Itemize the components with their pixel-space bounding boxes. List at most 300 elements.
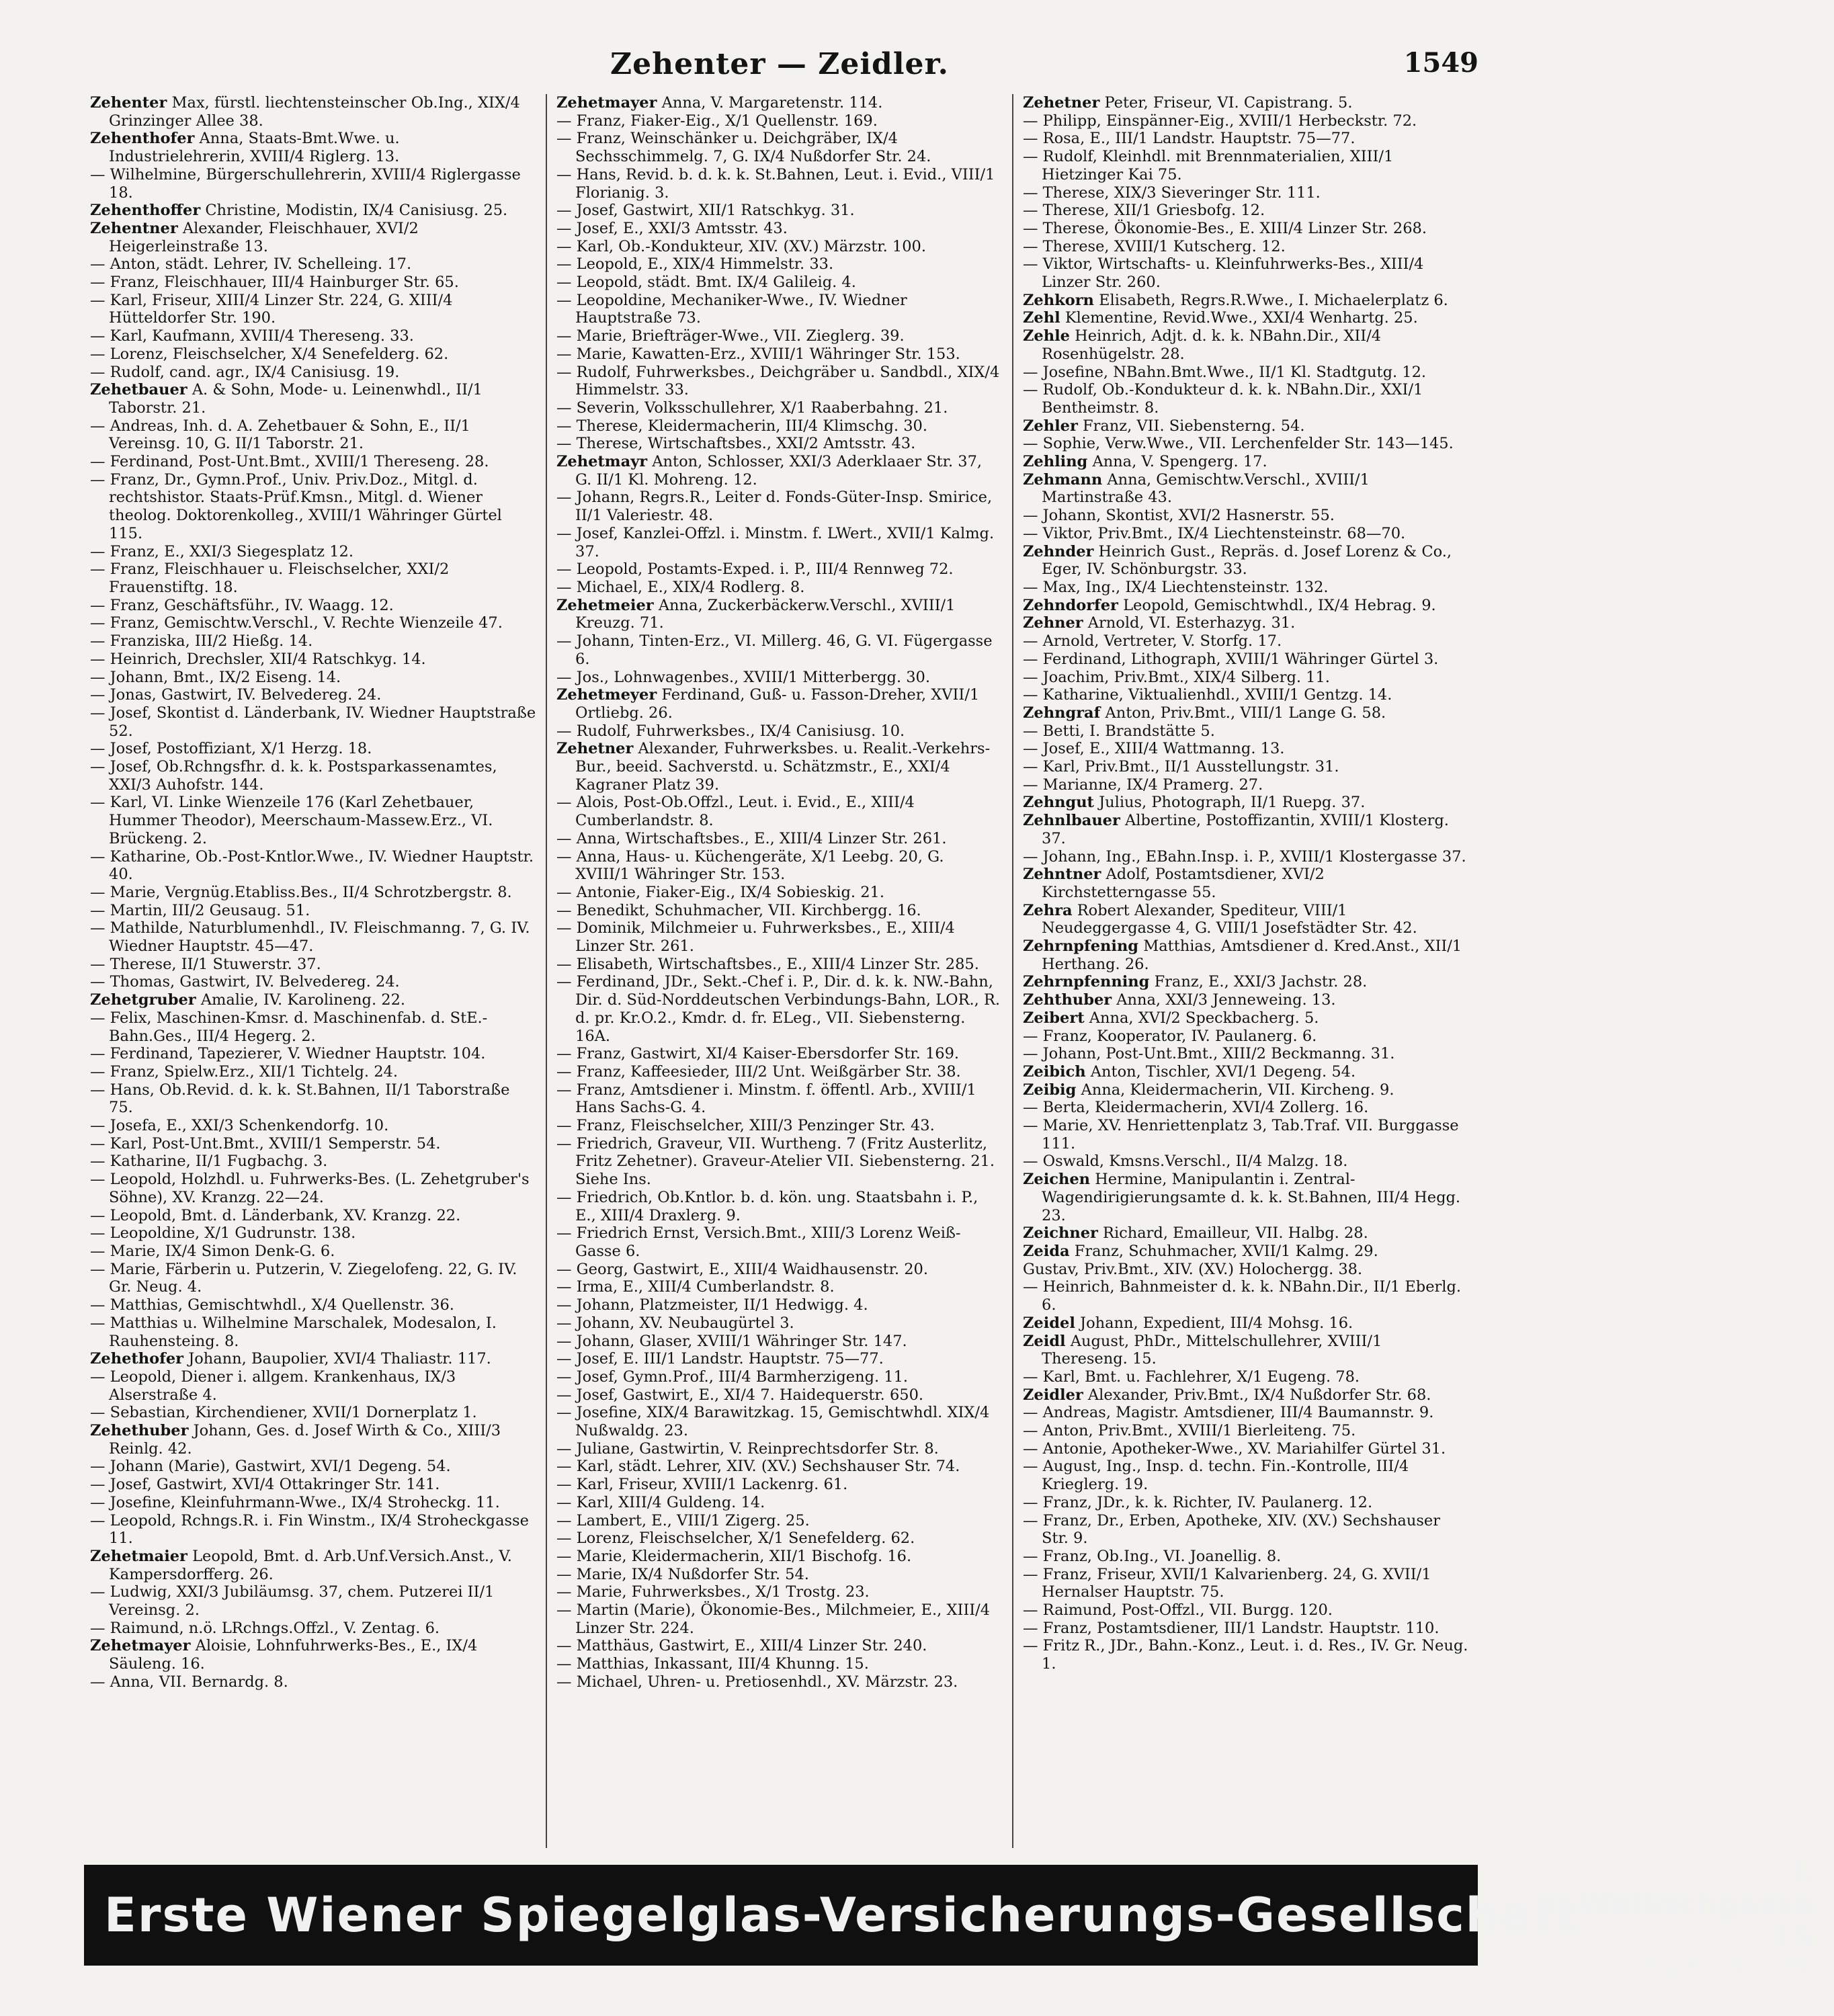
directory-entry	[90, 1637, 536, 1673]
entry-text: — Antonie, Fiaker-Eig., IX/4 Sobieskig. 21.	[556, 883, 884, 901]
directory-entry	[90, 973, 536, 991]
entry-text: — Josef, Gastwirt, E., XI/4 7. Haidequerstr. 650.	[556, 1386, 924, 1404]
directory-entry	[1023, 1171, 1469, 1224]
entry-text: — Josefine, NBahn.Bmt.Wwe., II/1 Kl. Stadtgutg. 12.	[1023, 363, 1427, 381]
entry-text: Anna, Gemischtw.Verschl., XVIII/1 Martinstraße 43.	[1042, 470, 1370, 507]
entry-text: — Johann, Ing., EBahn.Insp. i. P., XVIII/1 Klostergasse 37.	[1023, 847, 1466, 866]
entry-text: — Matthäus, Gastwirt, E., XIII/4 Linzer Str. 240.	[556, 1637, 927, 1655]
directory-entry	[1023, 1314, 1469, 1333]
entry-text: — Georg, Gastwirt, E., XIII/4 Waidhausenstr. 20.	[556, 1260, 928, 1278]
entry-text: — Max, Ing., IX/4 Liechtensteinstr. 132.	[1023, 578, 1329, 596]
directory-entry	[556, 327, 1003, 345]
entry-surname: Zehra	[1023, 901, 1073, 919]
entry-text: Anna, V. Margaretenstr. 114.	[661, 94, 883, 112]
entry-text: Aloisie, Lohnfuhrwerks-Bes., E., IX/4 Säuleng. 16.	[109, 1637, 478, 1673]
entry-text: — Oswald, Kmsns.Verschl., II/4 Malzg. 18.	[1023, 1152, 1348, 1171]
directory-entry	[90, 1207, 536, 1225]
directory-entry	[1023, 812, 1469, 847]
directory-entry	[90, 1045, 536, 1063]
directory-entry	[90, 1583, 536, 1619]
entry-surname: Zehner	[1023, 614, 1083, 632]
directory-entry	[556, 1529, 1003, 1548]
directory-entry	[556, 166, 1003, 202]
directory-entry	[90, 1350, 536, 1368]
directory-entry	[556, 1368, 1003, 1386]
entry-surname: Zeibich	[1023, 1062, 1086, 1081]
entry-surname: Zehngut	[1023, 794, 1094, 812]
directory-entry	[90, 1224, 536, 1243]
entry-text: — Karl, Friseur, XVIII/1 Lackenrg. 61.	[556, 1476, 848, 1494]
directory-entry	[1023, 1099, 1469, 1117]
directory-entry	[90, 1261, 536, 1296]
directory-entry	[556, 1278, 1003, 1296]
entry-text: — Marianne, IX/4 Pramerg. 27.	[1023, 775, 1263, 794]
directory-entry	[90, 1494, 536, 1512]
directory-entry	[90, 1117, 536, 1135]
directory-entry	[90, 1243, 536, 1261]
entry-text: — Karl, XIII/4 Guldeng. 14.	[556, 1493, 765, 1511]
entry-text: — Josef, Ob.Rchngsfhr. d. k. k. Postsparkassenamtes, XXI/3 Auhofstr. 144.	[90, 758, 497, 794]
directory-entry	[556, 130, 1003, 165]
entry-text: Peter, Friseur, VI. Capistrang. 5.	[1104, 94, 1353, 112]
entry-text: — Friedrich, Graveur, VII. Wurtheng. 7 (Fritz Austerlitz, Fritz Zehetner). Graveur-Atelier VII. Siebensterng. 21. Siehe Ins.	[556, 1134, 995, 1189]
directory-entry	[556, 417, 1003, 435]
entry-surname: Zehenter	[90, 94, 167, 112]
directory-entry	[556, 112, 1003, 130]
entry-text: — Ferdinand, Tapezierer, V. Wiedner Hauptstr. 104.	[90, 1045, 486, 1063]
directory-entry	[90, 1081, 536, 1117]
entry-surname: Zehling	[1023, 453, 1088, 471]
entry-text: — Jonas, Gastwirt, IV. Belvedereg. 24.	[90, 686, 382, 704]
entry-surname: Zehthuber	[1023, 991, 1112, 1009]
entry-text: — Michael, E., XIX/4 Rodlerg. 8.	[556, 578, 805, 596]
directory-entry	[1023, 614, 1469, 632]
directory-entry	[1023, 973, 1469, 991]
entry-text: — Franz, Kooperator, IV. Paulanerg. 6.	[1023, 1027, 1317, 1045]
directory-entry	[90, 543, 536, 561]
entry-text: — August, Ing., Insp. d. techn. Fin.-Kontrolle, III/4 Krieglerg. 19.	[1023, 1458, 1409, 1494]
entry-text: Alexander, Fleischhauer, XVI/2 Heigerleinstraße 13.	[109, 219, 419, 255]
entry-text: A. & Sohn, Mode- u. Leinenwhdl., II/1 Taborstr. 21.	[109, 381, 483, 417]
entry-surname: Zeida	[1023, 1243, 1070, 1260]
entry-text: Christine, Modistin, IX/4 Canisiusg. 25.	[205, 202, 508, 220]
entry-text: Anton, Tischler, XVI/1 Degeng. 54.	[1090, 1062, 1356, 1081]
entry-text: — Franz, Amtsdiener i. Minstm. f. öffentl. Arb., XVIII/1 Hans Sachs-G. 4.	[556, 1081, 976, 1117]
directory-entry	[90, 650, 536, 669]
advertisement-banner	[84, 1853, 1814, 1978]
entry-text: Heinrich, Adjt. d. k. k. NBahn.Dir., XII/4 Rosenhügelstr. 28.	[1042, 327, 1382, 363]
entry-text: — Josef, E., XXI/3 Amtsstr. 43.	[556, 219, 788, 237]
directory-entry	[1023, 202, 1469, 220]
entry-text: Matthias, Amtsdiener d. Kred.Anst., XII/1 Herthang. 26.	[1042, 937, 1462, 973]
entry-text: Franz, E., XXI/3 Jachstr. 28.	[1154, 973, 1368, 991]
entry-text: — Franz, Postamtsdiener, III/1 Landstr. Hauptstr. 110.	[1023, 1619, 1440, 1637]
directory-columns	[81, 94, 1478, 1848]
directory-entry	[1023, 1512, 1469, 1548]
directory-entry	[556, 435, 1003, 453]
directory-entry	[556, 1673, 1003, 1691]
directory-entry	[1023, 758, 1469, 776]
entry-text: Adolf, Postamtsdiener, XVI/2 Kirchstetterngasse 55.	[1042, 866, 1325, 901]
directory-entry	[556, 722, 1003, 741]
directory-entry	[90, 614, 536, 632]
entry-surname: Zeichner	[1023, 1224, 1098, 1243]
directory-entry	[556, 848, 1003, 884]
entry-text: — Johann, XV. Neubaugürtel 3.	[556, 1314, 794, 1332]
entry-text: — Lambert, E., VIII/1 Zigerg. 25.	[556, 1511, 810, 1529]
entry-text: — Therese, Ökonomie-Bes., E. XIII/4 Linzer Str. 268.	[1023, 219, 1427, 237]
directory-entry	[90, 794, 536, 847]
entry-text: — Leopold, Diener i. allgem. Krankenhaus, IX/3 Alserstraße 4.	[90, 1368, 456, 1404]
entry-text: — Josef, Gastwirt, XII/1 Ratschkyg. 31.	[556, 202, 855, 220]
directory-entry	[1023, 255, 1469, 291]
entry-text: — Juliane, Gastwirtin, V. Reinprechtsdorfer Str. 8.	[556, 1439, 939, 1458]
entry-text: — Rudolf, Kleinhdl. mit Brennmaterialien, XIII/1 Hietzinger Kai 75.	[1023, 148, 1394, 183]
directory-entry	[556, 1261, 1003, 1279]
entry-text: — Franz, JDr., k. k. Richter, IV. Paulanerg. 12.	[1023, 1493, 1373, 1511]
directory-entry	[90, 1171, 536, 1206]
directory-entry	[556, 1296, 1003, 1314]
entry-text: — Lorenz, Fleischselcher, X/1 Senefelderg. 62.	[556, 1529, 915, 1548]
directory-entry	[1023, 1440, 1469, 1458]
entry-text: Alexander, Fuhrwerksbes. u. Realit.-Verkehrs-Bur., beeid. Sachverstd. u. Schätzmstr., E., XXI/4 Kagraner Platz 39.	[575, 740, 991, 794]
directory-entry	[90, 255, 536, 274]
directory-entry	[556, 686, 1003, 722]
entry-text: — Rudolf, Fuhrwerksbes., IX/4 Canisiusg. 10.	[556, 722, 905, 740]
directory-entry	[1023, 650, 1469, 669]
directory-entry	[1023, 794, 1469, 812]
advertiser-contact	[1579, 1853, 1834, 1978]
directory-entry	[1023, 292, 1469, 310]
entry-surname: Zehetmayer	[556, 94, 657, 112]
directory-entry	[1023, 148, 1469, 183]
directory-entry	[1023, 866, 1469, 901]
directory-entry	[90, 381, 536, 417]
directory-entry	[90, 669, 536, 687]
entry-text: — Franz, Dr., Erben, Apotheke, XIV. (XV.) Sechshauser Str. 9.	[1023, 1511, 1440, 1548]
entry-text: — Leopoldine, X/1 Gudrunstr. 138.	[90, 1224, 356, 1243]
entry-text: — Josef, E., XIII/4 Wattmanng. 13.	[1023, 740, 1285, 758]
directory-entry	[90, 1296, 536, 1314]
entry-text: Leopold, Bmt. d. Arb.Unf.Versich.Anst., V. Kampersdorfferg. 26.	[109, 1547, 512, 1583]
directory-entry	[556, 902, 1003, 920]
directory-entry	[556, 973, 1003, 1045]
entry-text: — Therese, Kleidermacherin, III/4 Klimschg. 30.	[556, 417, 927, 435]
entry-text: — Arnold, Vertreter, V. Storfg. 17.	[1023, 632, 1282, 650]
directory-entry	[556, 1063, 1003, 1081]
entry-text: — Alois, Post-Ob.Offzl., Leut. i. Evid., E., XIII/4 Cumberlandstr. 8.	[556, 794, 915, 830]
directory-entry	[1023, 1152, 1469, 1171]
column-3	[1012, 94, 1478, 1848]
entry-text: Franz, VII. Siebensterng. 54.	[1082, 417, 1305, 435]
directory-entry	[1023, 848, 1469, 866]
directory-entry	[1023, 686, 1469, 704]
entry-text: — Katharine, II/1 Fugbachg. 3.	[90, 1152, 328, 1171]
entry-text: Anna, Kleidermacherin, VII. Kircheng. 9.	[1081, 1081, 1394, 1099]
directory-entry	[1023, 525, 1469, 543]
entry-surname: Zehrnpfening	[1023, 937, 1139, 956]
entry-text: — Josef, Skontist d. Länderbank, IV. Wiedner Hauptstraße 52.	[90, 704, 536, 740]
entry-surname: Zehetbauer	[90, 381, 187, 399]
advertiser-phone: Telephon Nr. 3406.	[1637, 1956, 1814, 1978]
entry-surname: Zehl	[1023, 309, 1060, 327]
entry-text: — Karl, Friseur, XIII/4 Linzer Str. 224, G. XIII/4 Hütteldorfer Str. 190.	[90, 291, 453, 327]
directory-entry	[556, 1548, 1003, 1566]
entry-text: Amalie, IV. Karolineng. 22.	[200, 991, 406, 1009]
directory-entry	[556, 292, 1003, 327]
directory-entry	[1023, 1368, 1469, 1386]
entry-text: Anton, Priv.Bmt., VIII/1 Lange G. 58.	[1105, 704, 1386, 722]
entry-text: — Marie, IX/4 Simon Denk-G. 6.	[90, 1243, 335, 1260]
directory-entry	[556, 956, 1003, 974]
entry-text: — Josef, Gastwirt, XVI/4 Ottakringer Str. 141.	[90, 1476, 440, 1494]
directory-entry	[1023, 579, 1469, 597]
entry-text: — Marie, Briefträger-Wwe., VII. Zieglerg. 39.	[556, 327, 905, 345]
entry-text: — Karl, Bmt. u. Fachlehrer, X/1 Eugeng. 78.	[1023, 1368, 1360, 1386]
entry-text: — Thomas, Gastwirt, IV. Belvedereg. 24.	[90, 973, 400, 991]
entry-text: — Franz, Gemischtw.Verschl., V. Rechte Wienzeile 47.	[90, 614, 503, 632]
directory-entry	[556, 579, 1003, 597]
entry-text: — Marie, Fuhrwerksbes., X/1 Trostg. 23.	[556, 1583, 870, 1601]
entry-text: Albertine, Postoffizantin, XVIII/1 Klosterg. 37.	[1042, 812, 1449, 847]
entry-text: — Marie, Kawatten-Erz., XVIII/1 Währinger Str. 153.	[556, 345, 960, 363]
directory-entry	[1023, 327, 1469, 363]
entry-surname: Zeichen	[1023, 1171, 1091, 1189]
entry-text: — Marie, Vergnüg.Etabliss.Bes., II/4 Schrotzbergstr. 8.	[90, 883, 512, 901]
entry-text: Anna, V. Spengerg. 17.	[1092, 453, 1267, 471]
entry-text: — Severin, Volksschullehrer, X/1 Raaberbahng. 21.	[556, 398, 948, 417]
entry-text: Hermine, Manipulantin i. Zentral-Wagendirigierungsamte d. k. k. St.Bahnen, III/4 Hegg. 23.	[1042, 1171, 1461, 1224]
directory-entry	[556, 1601, 1003, 1637]
directory-entry	[90, 1422, 536, 1458]
entry-text: — Josefine, Kleinfuhrmann-Wwe., IX/4 Stroheckg. 11.	[90, 1493, 500, 1511]
entry-text: Klementine, Revid.Wwe., XXI/4 Wenhartg. 25.	[1065, 309, 1418, 327]
directory-entry	[90, 1063, 536, 1081]
entry-surname: Zehentner	[90, 219, 178, 237]
entry-text: — Johann, Bmt., IX/2 Eiseng. 14.	[90, 668, 341, 686]
directory-entry	[556, 399, 1003, 417]
entry-text: — Rudolf, Fuhrwerksbes., Deichgräber u. Sandbdl., XIX/4 Himmelstr. 33.	[556, 363, 1000, 399]
entry-text: — Katharine, Ob.-Post-Kntlor.Wwe., IV. Wiedner Hauptstr. 40.	[90, 847, 534, 884]
entry-text: — Josef, Kanzlei-Offzl. i. Minstm. f. LWert., XVII/1 Kalmg. 37.	[556, 524, 995, 560]
entry-text: — Franz, E., XXI/3 Siegesplatz 12.	[90, 542, 353, 560]
entry-text: — Hans, Ob.Revid. d. k. k. St.Bahnen, II/1 Taborstraße 75.	[90, 1081, 510, 1117]
entry-text: — Franz, Weinschänker u. Deichgräber, IX/4 Sechsschimmelg. 7, G. IX/4 Nußdorfer Str. 24.	[556, 130, 931, 166]
entry-text: — Betti, I. Brandstätte 5.	[1023, 722, 1215, 740]
entry-text: — Viktor, Priv.Bmt., IX/4 Liechtensteinstr. 68—70.	[1023, 524, 1406, 542]
directory-entry	[90, 1404, 536, 1422]
entry-text: Alexander, Priv.Bmt., IX/4 Nußdorfer Str. 68.	[1087, 1386, 1431, 1404]
entry-text: — Leopold, Postamts-Exped. i. P., III/4 Rennweg 72.	[556, 560, 954, 579]
entry-text: — Matthias u. Wilhelmine Marschalek, Modesalon, I. Rauhensteing. 8.	[90, 1314, 497, 1350]
directory-entry	[556, 740, 1003, 794]
entry-surname: Zehntner	[1023, 866, 1101, 884]
entry-text: — Franz, Fleischhauer, III/4 Hainburger Str. 65.	[90, 274, 459, 292]
directory-entry	[556, 202, 1003, 220]
entry-text: — Raimund, Post-Offzl., VII. Burgg. 120.	[1023, 1601, 1333, 1620]
entry-text: — Therese, XIX/3 Sieveringer Str. 111.	[1023, 183, 1321, 202]
directory-entry	[1023, 364, 1469, 382]
directory-entry	[90, 327, 536, 345]
entry-surname: Zehmann	[1023, 470, 1103, 489]
entry-text: — Friedrich Ernst, Versich.Bmt., XIII/3 Lorenz Weiß-Gasse 6.	[556, 1224, 961, 1260]
entry-surname: Zehndorfer	[1023, 596, 1118, 614]
directory-entry	[1023, 902, 1469, 937]
directory-entry	[556, 1458, 1003, 1476]
directory-entry	[90, 1152, 536, 1171]
entry-text: — Anna, VII. Bernardg. 8.	[90, 1673, 288, 1691]
directory-entry	[556, 1637, 1003, 1655]
entry-text: — Andreas, Magistr. Amtsdiener, III/4 Baumannstr. 9.	[1023, 1404, 1434, 1422]
entry-text: — Johann, Regrs.R., Leiter d. Fonds-Güter-Insp. Smirice, II/1 Valeriestr. 48.	[556, 489, 993, 525]
entry-text: — Elisabeth, Wirtschaftsbes., E., XIII/4 Linzer Str. 285.	[556, 955, 979, 973]
directory-entry	[90, 597, 536, 615]
entry-text: Anna, Staats-Bmt.Wwe. u. Industrielehrerin, XVIII/4 Riglerg. 13.	[109, 130, 400, 166]
directory-entry	[556, 1386, 1003, 1404]
directory-entry	[90, 1673, 536, 1691]
entry-text: — Felix, Maschinen-Kmsr. d. Maschinenfab. d. StE.-Bahn.Ges., III/4 Hegerg. 2.	[90, 1009, 488, 1045]
entry-text: — Rudolf, Ob.-Kondukteur d. k. k. NBahn.Dir., XXI/1 Bentheimstr. 8.	[1023, 381, 1423, 417]
entry-text: — Berta, Kleidermacherin, XVI/4 Zollerg. 16.	[1023, 1099, 1369, 1117]
entry-text: — Hans, Revid. b. d. k. k. St.Bahnen, Leut. i. Evid., VIII/1 Florianig. 3.	[556, 165, 995, 202]
entry-surname: Zehetner	[556, 740, 634, 758]
directory-entry	[90, 1476, 536, 1494]
entry-text: — Karl, Ob.-Kondukteur, XIV. (XV.) Märzstr. 100.	[556, 237, 926, 255]
entry-text: — Heinrich, Bahnmeister d. k. k. NBahn.Dir., II/1 Eberlg. 6.	[1023, 1278, 1462, 1314]
entry-text: — Therese, XVIII/1 Kutscherg. 12.	[1023, 237, 1286, 255]
entry-surname: Zehnlbauer	[1023, 812, 1120, 830]
directory-entry	[1023, 1027, 1469, 1046]
entry-text: Anna, XVI/2 Speckbacherg. 5.	[1089, 1009, 1319, 1027]
entry-text: Leopold, Gemischtwhdl., IX/4 Hebrag. 9.	[1123, 596, 1436, 614]
entry-text: August, PhDr., Mittelschullehrer, XVIII/1 Thereseng. 15.	[1042, 1332, 1382, 1368]
entry-text: — Friedrich, Ob.Kntlor. b. d. kön. ung. Staatsbahn i. P., E., XIII/4 Draxlerg. 9.	[556, 1188, 978, 1224]
entry-text: — Johann, Platzmeister, II/1 Hedwigg. 4.	[556, 1296, 868, 1314]
entry-text: — Leopold, Bmt. d. Länderbank, XV. Kranzg. 22.	[90, 1206, 461, 1224]
entry-text: — Anton, städt. Lehrer, IV. Schelleing. 17.	[90, 255, 412, 274]
directory-entry	[90, 560, 536, 596]
directory-entry	[90, 704, 536, 740]
directory-entry	[1023, 1278, 1469, 1314]
entry-surname: Zehler	[1023, 417, 1078, 435]
entry-text: — Joachim, Priv.Bmt., XIX/4 Silberg. 11.	[1023, 668, 1330, 686]
directory-entry	[90, 848, 536, 884]
column-2	[546, 94, 1012, 1848]
directory-entry	[1023, 937, 1469, 973]
entry-surname: Zehrnpfenning	[1023, 973, 1150, 991]
entry-text: Johann, Baupolier, XVI/4 Thaliastr. 117.	[188, 1350, 491, 1368]
directory-entry	[1023, 184, 1469, 202]
directory-entry	[1023, 1386, 1469, 1404]
directory-entry	[1023, 1404, 1469, 1422]
directory-entry	[1023, 1566, 1469, 1601]
directory-entry	[90, 94, 536, 130]
entry-surname: Zehngraf	[1023, 704, 1101, 722]
entry-text: — Dominik, Milchmeier u. Fuhrwerksbes., E., XIII/4 Linzer Str. 261.	[556, 919, 955, 956]
entry-text: — Johann, Post-Unt.Bmt., XIII/2 Beckmanng. 31.	[1023, 1045, 1395, 1063]
directory-entry	[90, 632, 536, 650]
advertiser-name: Erste Wiener Spiegelglas-Versicherungs-Gesellschaft	[104, 1888, 1579, 1943]
entry-text: — Martin, III/2 Geusaug. 51.	[90, 901, 310, 919]
directory-entry	[556, 94, 1003, 112]
directory-entry	[90, 1009, 536, 1045]
directory-entry	[1023, 1333, 1469, 1368]
directory-entry	[1023, 1620, 1469, 1638]
directory-entry	[556, 1314, 1003, 1333]
entry-text: — Leopold, E., XIX/4 Himmelstr. 33.	[556, 255, 834, 274]
entry-text: — Josefine, XIX/4 Barawitzkag. 15, Gemischtwhdl. XIX/4 Nußwaldg. 23.	[556, 1404, 990, 1440]
advertiser-address: I. Wallischgasse 15	[1579, 1853, 1814, 1956]
entry-text: — Michael, Uhren- u. Pretiosenhdl., XV. Märzstr. 23.	[556, 1673, 958, 1691]
entry-text: — Sebastian, Kirchendiener, XVII/1 Dornerplatz 1.	[90, 1404, 477, 1422]
directory-entry	[1023, 238, 1469, 256]
directory-entry	[556, 919, 1003, 955]
directory-entry	[556, 525, 1003, 560]
entry-surname: Zeibig	[1023, 1081, 1077, 1099]
entry-text: — Rosa, E., III/1 Landstr. Hauptstr. 75—77.	[1023, 130, 1356, 148]
entry-text: — Ferdinand, Lithograph, XVIII/1 Währinger Gürtel 3.	[1023, 650, 1439, 668]
entry-text: — Anna, Wirtschaftsbes., E., XIII/4 Linzer Str. 261.	[556, 829, 947, 847]
directory-entry	[1023, 722, 1469, 741]
directory-entry	[1023, 1637, 1469, 1673]
entry-text: — Karl, VI. Linke Wienzeile 176 (Karl Zehetbauer, Hummer Theodor), Meerschaum-Massew.Erz., VI. Brückeng. 2.	[90, 794, 493, 847]
entry-surname: Zehethofer	[90, 1350, 184, 1368]
directory-entry	[90, 453, 536, 471]
entry-text: — Philipp, Einspänner-Eig., XVIII/1 Herbeckstr. 72.	[1023, 112, 1417, 130]
entry-surname: Zeidler	[1023, 1386, 1083, 1404]
directory-entry	[1023, 1081, 1469, 1099]
directory-entry	[90, 758, 536, 794]
directory-entry	[1023, 1224, 1469, 1243]
entry-text: Heinrich Gust., Repräs. d. Josef Lorenz & Co., Eger, IV. Schönburgstr. 33.	[1042, 542, 1452, 579]
entry-text: Arnold, VI. Esterhazyg. 31.	[1087, 614, 1296, 632]
entry-text: — Franziska, III/2 Hießg. 14.	[90, 632, 313, 650]
directory-entry	[90, 1458, 536, 1476]
entry-text: — Rudolf, cand. agr., IX/4 Canisiusg. 19.	[90, 363, 400, 381]
directory-entry	[556, 1189, 1003, 1224]
entry-text: — Matthias, Inkassant, III/4 Khunng. 15.	[556, 1655, 869, 1673]
directory-entry	[90, 417, 536, 453]
entry-text: — Sophie, Verw.Wwe., VII. Lerchenfelder Str. 143—145.	[1023, 435, 1454, 453]
directory-entry	[1023, 94, 1469, 112]
entry-text: — Mathilde, Naturblumenhdl., IV. Fleischmanng. 7, G. IV. Wiedner Hauptstr. 45—47.	[90, 919, 530, 956]
directory-entry	[556, 1494, 1003, 1512]
directory-entry	[556, 1224, 1003, 1260]
entry-text: — Karl, Post-Unt.Bmt., XVIII/1 Semperstr. 54.	[90, 1134, 441, 1152]
entry-text: — Marie, IX/4 Nußdorfer Str. 54.	[556, 1565, 809, 1583]
directory-entry	[1023, 1458, 1469, 1493]
entry-text: — Andreas, Inh. d. A. Zehetbauer & Sohn, E., II/1 Vereinsg. 10, G. II/1 Taborstr. 21.	[90, 417, 470, 453]
directory-entry	[556, 560, 1003, 579]
directory-entry	[1023, 740, 1469, 758]
entry-text: — Ferdinand, Post-Unt.Bmt., XVIII/1 Thereseng. 28.	[90, 453, 489, 471]
directory-entry	[1023, 704, 1469, 722]
directory-entry	[556, 1566, 1003, 1584]
entry-surname: Zehetmaier	[90, 1547, 187, 1565]
entry-text: — Irma, E., XIII/4 Cumberlandstr. 8.	[556, 1278, 835, 1296]
entry-text: Robert Alexander, Spediteur, VIII/1 Neudeggergasse 4, G. VIII/1 Josefstädter Str. 42.	[1042, 901, 1417, 937]
entry-text: — Franz, Fleischhauer u. Fleischselcher, XXI/2 Frauenstiftg. 18.	[90, 560, 450, 596]
directory-entry	[90, 991, 536, 1009]
entry-text: — Viktor, Wirtschafts- u. Kleinfuhrwerks-Bes., XIII/4 Linzer Str. 260.	[1023, 255, 1424, 292]
entry-surname: Zehetgruber	[90, 991, 196, 1009]
directory-entry	[556, 489, 1003, 524]
entry-text: — Josef, Gymn.Prof., III/4 Barmherzigeng. 11.	[556, 1368, 909, 1386]
directory-entry	[90, 130, 536, 165]
directory-entry	[556, 1512, 1003, 1530]
directory-entry	[556, 794, 1003, 829]
directory-entry	[90, 884, 536, 902]
